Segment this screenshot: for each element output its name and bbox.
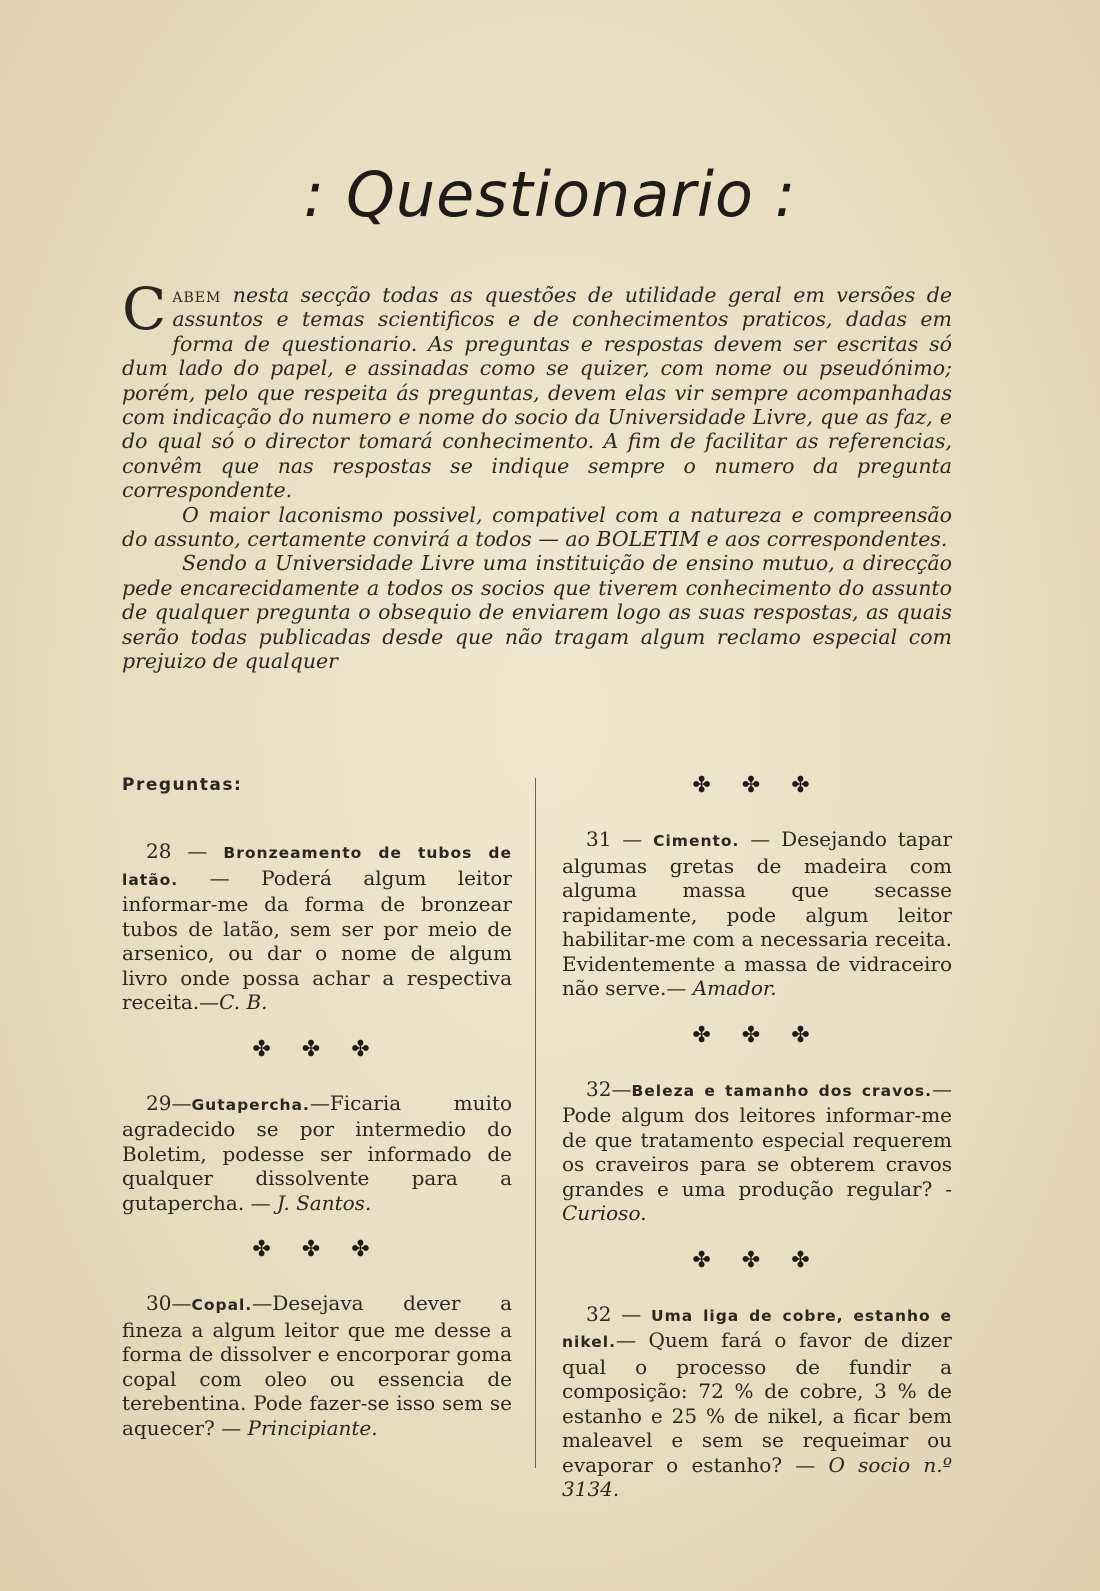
question-32a xyxy=(562,1077,952,1226)
question-heading: Uma liga de cobre, estanho e nikel. xyxy=(562,1306,953,1351)
left-column xyxy=(122,775,512,1440)
question-body: —Ficaria muito agradecido se por intermedio do Boletim, podesse ser informado de qualquer dissolvente para a gutapercha. — xyxy=(122,1090,512,1215)
question-body: — Poderá algum leitor informar-me da forma de bronzear tubos de latão, sem ser por meio de arsenico, ou dar o nome de algum livro onde possa achar a respectiva receita.— xyxy=(122,865,512,1014)
question-heading: Bronzeamento de tubos de latão. xyxy=(122,844,512,889)
question-32b xyxy=(562,1302,952,1502)
question-signature: C. B. xyxy=(219,990,268,1014)
question-number: 30— xyxy=(146,1291,192,1315)
question-heading: Cimento. xyxy=(653,832,740,850)
question-signature: J. Santos. xyxy=(276,1190,372,1215)
question-31 xyxy=(562,827,952,1001)
intro-paragraph-2: O maior laconismo possivel, compativel com a natureza e compreensão do assunto, certamente convirá a todos — ao BOLETIM e aos correspondentes. xyxy=(122,502,952,552)
question-signature: Principiante. xyxy=(247,1415,378,1440)
intro-paragraph-1 xyxy=(122,275,952,503)
right-column xyxy=(562,775,952,1502)
section-heading: Preguntas: xyxy=(122,775,243,795)
question-heading: Copal. xyxy=(191,1296,253,1314)
question-signature: Amador. xyxy=(692,976,777,1000)
intro-paragraph-1-text: nesta secção todas as questões de utilidade geral em versões de assuntos e temas scientificos e de conhecimentos praticos, dadas em forma de questionario. As preguntas e respostas devem ser escritas só dum lado do papel, e assinadas como se quizer, com nome ou pseudónimo; porém, pelo que respeita ás preguntas, devem elas vir sempre acompanhadas com indicação do numero e nome do socio da Universidade Livre, que as faz, e do qual só o director tomará conhecimento. A fim de facilitar as referencias, convêm que nas respostas se indique sempre o numero da pregunta correspondente. xyxy=(122,283,952,503)
question-signature: Curioso. xyxy=(562,1201,647,1225)
question-30 xyxy=(122,1291,512,1440)
drop-cap: C xyxy=(122,275,167,343)
page-title: : Questionario : xyxy=(303,158,797,231)
question-body: — Quem fará o favor de dizer qual o processo de fundir a composição: 72 % de cobre, 3 % de estanho e 25 % de nikel, a ficar bem maleavel e sem se requeimar ou evaporar o estanho? — xyxy=(562,1328,952,1477)
question-signature: O socio n.º 3134. xyxy=(562,1452,952,1501)
column-divider xyxy=(535,778,536,1468)
separator-ornament: ✤ ✤ ✤ xyxy=(252,1036,382,1062)
separator-ornament: ✤ ✤ ✤ xyxy=(252,1237,382,1262)
question-number: 31 — xyxy=(586,827,643,851)
separator-ornament: ✤ ✤ ✤ xyxy=(692,1247,822,1273)
question-heading: Beleza e tamanho dos cravos. xyxy=(631,1081,932,1100)
question-body: —Desejava dever a fineza a algum leitor que me desse a forma de dissolver e encorporar goma copal com oleo ou essencia de terebentina. Pode fazer-se isso sem se aquecer? — xyxy=(122,1291,512,1440)
intro-paragraph-3: Sendo a Universidade Livre uma instituição de ensino mutuo, a direcção pede encarecidamente a todos os socios que tiverem conhecimento do assunto de qualquer pregunta o obsequio de enviarem logo as suas respostas, as quais serão todas publicadas desde que não tragam algum reclamo especial com prejuizo de qualquer xyxy=(122,551,952,674)
question-body: —Pode algum dos leitores informar-me de que tratamento especial requerem os craveiros para se obterem cravos grandes e uma produção regular? - xyxy=(562,1076,952,1201)
question-number: 32 — xyxy=(586,1301,642,1326)
question-number: 28 — xyxy=(146,839,208,863)
question-29 xyxy=(122,1091,512,1216)
question-28 xyxy=(122,839,512,1015)
separator-ornament: ✤ ✤ ✤ xyxy=(692,773,822,798)
intro-text xyxy=(122,275,952,674)
intro-first-word: abem xyxy=(172,283,222,307)
question-number: 32— xyxy=(586,1076,632,1101)
question-heading: Gutapercha. xyxy=(191,1095,310,1114)
separator-ornament: ✤ ✤ ✤ xyxy=(692,1022,822,1048)
question-number: 29— xyxy=(146,1090,192,1115)
question-body: — Desejando tapar algumas gretas de madeira com alguma massa que secasse rapidamente, pode algum leitor habilitar-me com a necessaria receita. Evidentemente a massa de vidraceiro não serve.— xyxy=(562,827,952,1000)
